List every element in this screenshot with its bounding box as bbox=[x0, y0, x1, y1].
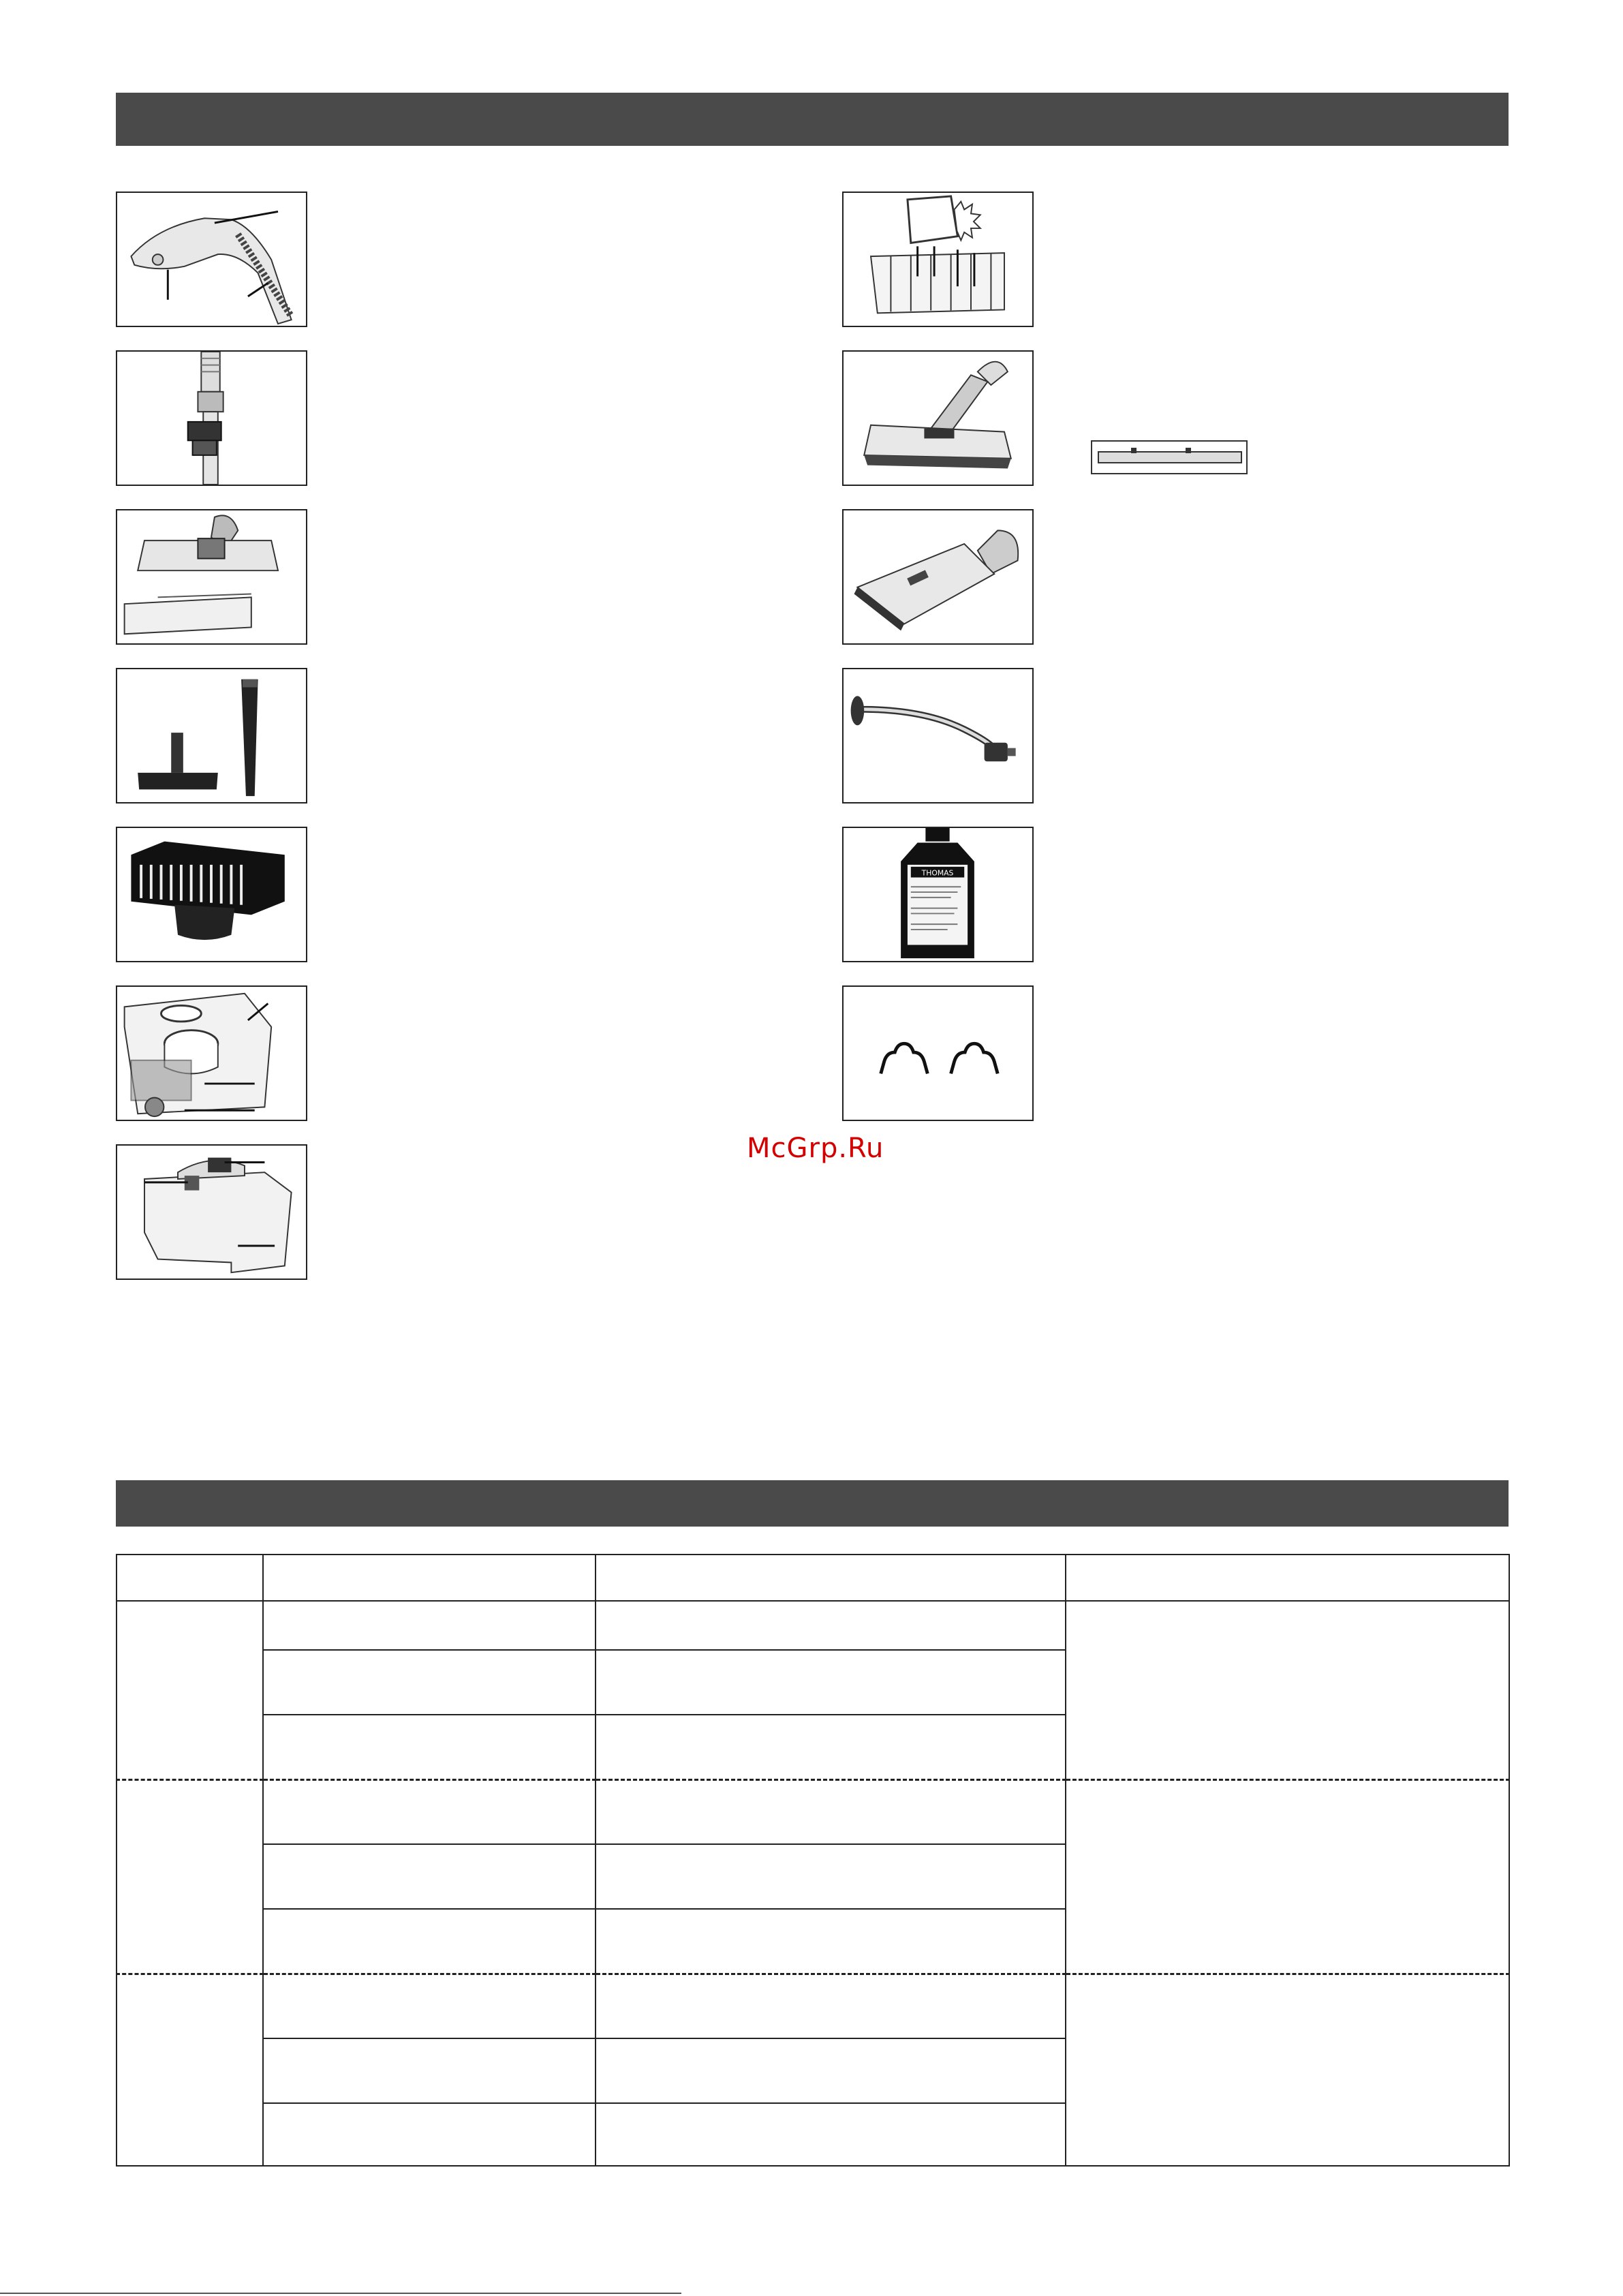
table-cell bbox=[263, 1844, 596, 1909]
table-cell bbox=[117, 1974, 263, 2166]
spray-extraction-nozzle-icon bbox=[842, 350, 1034, 486]
telescopic-tube-with-clip-icon bbox=[116, 350, 307, 486]
table-cell bbox=[263, 1779, 596, 1844]
hepa-filter-icon bbox=[116, 827, 307, 962]
water-filter-box-icon bbox=[116, 985, 307, 1121]
nozzle-spare-part-icon bbox=[1090, 440, 1248, 475]
spray-hose-adapter-icon bbox=[842, 668, 1034, 803]
table-cell bbox=[596, 2103, 1066, 2166]
cleaning-concentrate-bottle-icon bbox=[842, 827, 1034, 962]
table-row bbox=[117, 1779, 1509, 1844]
table-cell bbox=[263, 2038, 596, 2103]
header-cell bbox=[117, 1555, 263, 1601]
table-cell bbox=[596, 1601, 1066, 1650]
section-header-bar bbox=[116, 1480, 1509, 1527]
svg-text:THOMAS: THOMAS bbox=[921, 868, 954, 878]
table-cell bbox=[1066, 1779, 1509, 1974]
water-tank-icon bbox=[116, 1144, 307, 1280]
table-cell bbox=[263, 2103, 596, 2166]
table-cell bbox=[1066, 1601, 1509, 1779]
table-cell bbox=[263, 1974, 596, 2038]
watermark: McGrp.Ru bbox=[747, 1133, 884, 1164]
footer-divider bbox=[0, 2293, 681, 2294]
header-cell bbox=[1066, 1555, 1509, 1601]
upholstery-spray-nozzle-icon bbox=[842, 509, 1034, 645]
section-header-bar bbox=[116, 93, 1509, 146]
table-header-row bbox=[117, 1555, 1509, 1601]
troubleshooting-table bbox=[116, 1554, 1510, 2167]
table-cell bbox=[596, 1650, 1066, 1715]
table-cell bbox=[1066, 1974, 1509, 2166]
table-cell bbox=[596, 2038, 1066, 2103]
table-cell bbox=[596, 1909, 1066, 1974]
table-cell bbox=[263, 1715, 596, 1779]
table-cell bbox=[263, 1909, 596, 1974]
table-cell bbox=[596, 1779, 1066, 1844]
table-row bbox=[117, 1974, 1509, 2038]
table-cell bbox=[596, 1974, 1066, 2038]
table-cell bbox=[596, 1844, 1066, 1909]
header-cell bbox=[263, 1555, 596, 1601]
hose-clips-icon bbox=[842, 985, 1034, 1121]
table-row bbox=[117, 1601, 1509, 1650]
filter-assembly-icon bbox=[842, 192, 1034, 327]
table-cell bbox=[596, 1715, 1066, 1779]
floor-nozzle-with-tray-icon bbox=[116, 509, 307, 645]
table-cell bbox=[263, 1601, 596, 1650]
table-cell bbox=[117, 1601, 263, 1779]
upholstery-and-crevice-nozzles-icon bbox=[116, 668, 307, 803]
table-cell bbox=[263, 1650, 596, 1715]
header-cell bbox=[596, 1555, 1066, 1601]
table-cell bbox=[117, 1779, 263, 1974]
handle-with-trigger-icon bbox=[116, 192, 307, 327]
